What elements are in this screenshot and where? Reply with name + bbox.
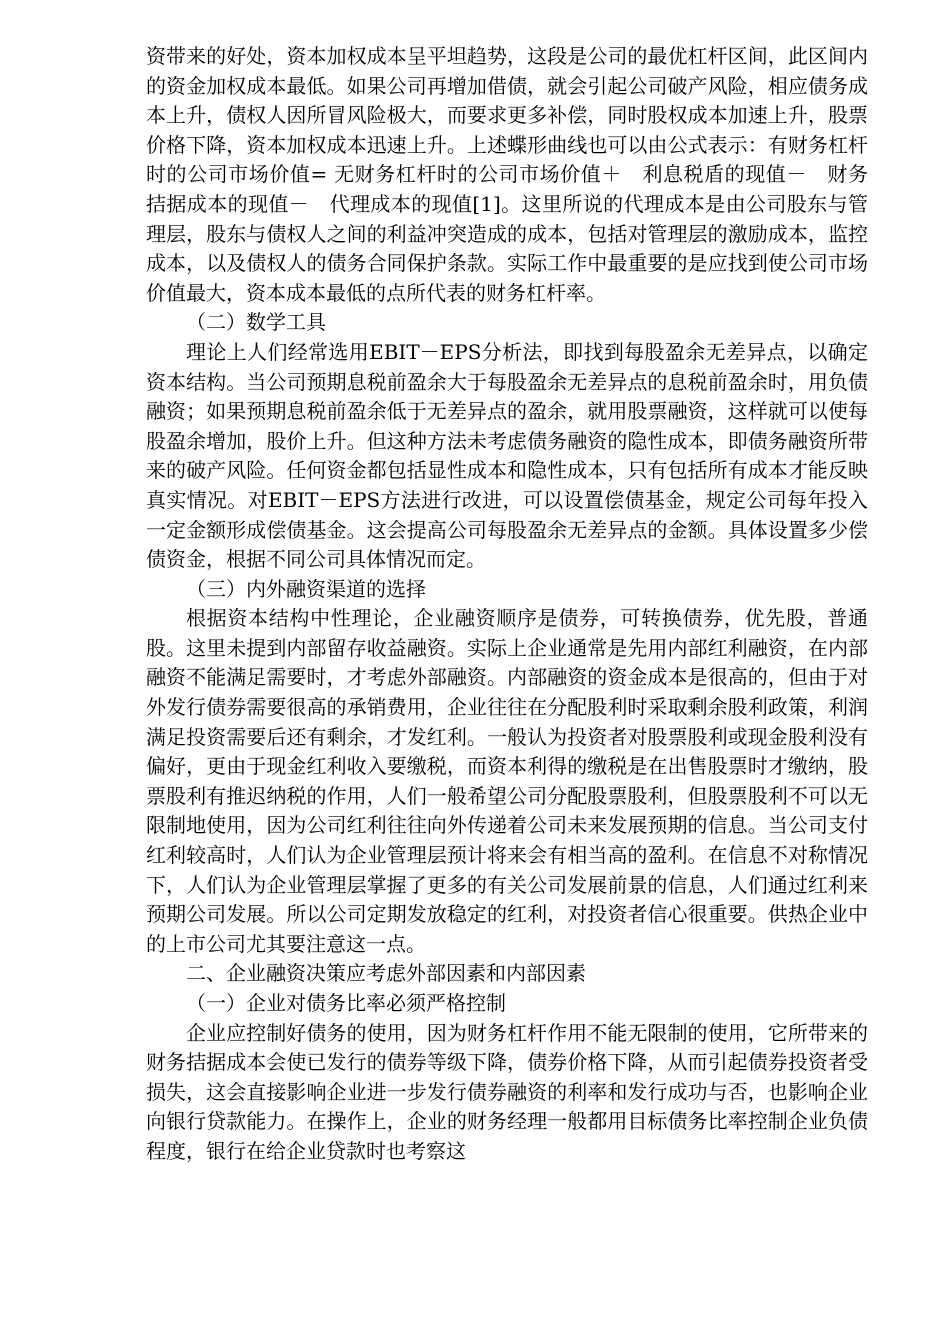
paragraph-financing-order: 根据资本结构中性理论，企业融资顺序是债券，可转换债券，优先股，普通股。这里未提到内部留存收益融资。实际上企业通常是先用内部红利融资，在内部融资不能满足需要时，才考虑外部融资。内部融资的资金成本是很高的，但由于对外发行债券需要很高的承销费用，企业往往在分配股利时采取剩余股利政策，利润满足投资需要后还有剩余，才发红利。一般认为投资者对股票股利或现金股利没有偏好，更由于现金红利收入要缴税，而资本利得的缴税是在出售股票时才缴纳，股票股利有推迟纳税的作用，人们一般希望公司分配股票股利，但股票股利不可以无限制地使用，因为公司红利往往向外传递着公司未来发展预期的信息。当公司支付红利较高时，人们认为企业管理层预计将来会有相当高的盈利。在信息不对称情况下，人们认为企业管理层掌握了更多的有关公司发展前景的信息，人们通过红利来预期公司发展。所以公司定期发放稳定的红利，对投资者信心很重要。供热企业中的上市公司尤其要注意这一点。 <box>146 606 868 956</box>
section-heading-external-internal-factors: 二、企业融资决策应考虑外部因素和内部因素 <box>186 961 586 986</box>
section-heading-debt-ratio: （一）企业对债务比率必须严格控制 <box>186 991 506 1015</box>
section-heading-financing-channels: （三）内外融资渠道的选择 <box>186 576 426 601</box>
section-heading-math-tools: （二）数学工具 <box>186 310 326 335</box>
document-page <box>146 42 868 1167</box>
paragraph-ebit-eps: 理论上人们经常选用EBIT－EPS分析法，即找到每股盈余无差异点，以确定资本结构。当公司预期息税前盈余大于每股盈余无差异点的息税前盈余时，用负债融资；如果预期息税前盈余低于无差异点的盈余，就用股票融资，这样就可以使每股盈余增加，股价上升。但这种方法未考虑债务融资的隐性成本，即债务融资所带来的破产风险。任何资金都包括显性成本和隐性成本，只有包括所有成本才能反映真实情况。对EBIT－EPS方法进行改进，可以设置偿债基金，规定公司每年投入一定金额形成偿债基金。这会提高公司每股盈余无差异点的金额。具体设置多少偿债资金，根据不同公司具体情况而定。 <box>146 339 868 572</box>
paragraph-weighted-cost: 资带来的好处，资本加权成本呈平坦趋势，这段是公司的最优杠杆区间，此区间内的资金加权成本最低。如果公司再增加借债，就会引起公司破产风险，相应债务成本上升，债权人因所冒风险极大，而要求更多补偿，同时股权成本加速上升，股票价格下降，资本加权成本迅速上升。上述蝶形曲线也可以由公式表示：有财务杠杆时的公司市场价值= 无财务杠杆时的公司市场价值＋ 利息税盾的现值－ 财务拮据成本的现值－ 代理成本的现值[1]。这里所说的代理成本是由公司股东与管理层，股东与债权人之间的利益冲突造成的成本，包括对管理层的激励成本，监控成本，以及债权人的债务合同保护条款。实际工作中最重要的是应找到使公司市场价值最大，资本成本最低的点所代表的财务杠杆率。 <box>146 44 868 305</box>
paragraph-debt-control: 企业应控制好债务的使用，因为财务杠杆作用不能无限制的使用，它所带来的财务拮据成本会使已发行的债券等级下降，债券价格下降，从而引起债券投资者受损失，这会直接影响企业进一步发行债券融资的利率和发行成功与否，也影响企业向银行贷款能力。在操作上，企业的财务经理一般都用目标债务比率控制企业负债程度，银行在给企业贷款时也考察这 <box>146 1020 868 1163</box>
